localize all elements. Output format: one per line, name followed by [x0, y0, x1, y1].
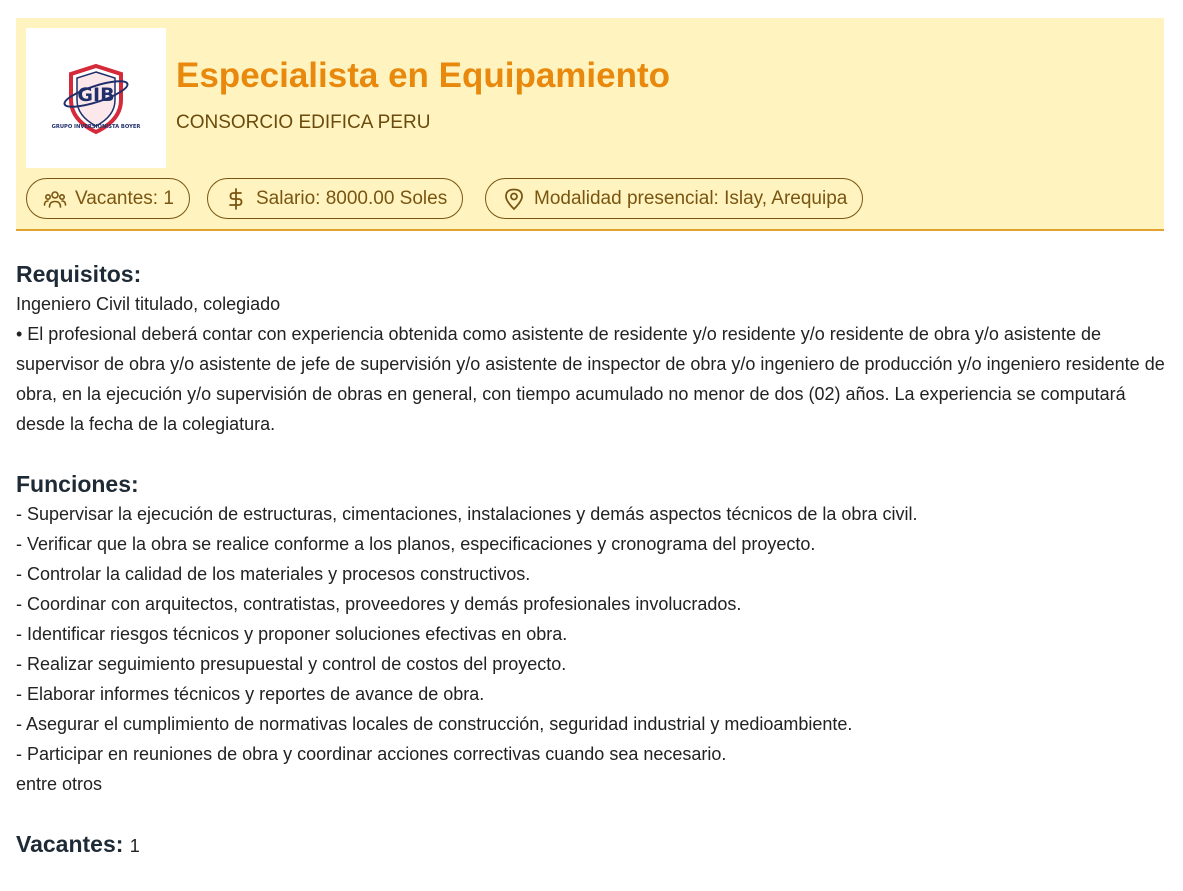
- requisitos-title: Requisitos:: [16, 261, 142, 287]
- vacantes-chip[interactable]: [26, 178, 190, 219]
- funciones-footer: entre otros: [16, 774, 103, 794]
- funciones-item: - Identificar riesgos técnicos y proponer soluciones efectivas en obra.: [16, 624, 568, 644]
- modalidad-chip-label: Modalidad presencial: Islay, Arequipa: [534, 187, 848, 209]
- gib-logo-icon: [26, 28, 166, 168]
- requisitos-line: Ingeniero Civil titulado, colegiado: [16, 294, 281, 314]
- modalidad-chip[interactable]: [485, 178, 863, 219]
- job-header: [16, 18, 1164, 231]
- funciones-item: - Participar en reuniones de obra y coordinar acciones correctivas cuando sea necesario.: [16, 744, 727, 764]
- funciones-item: - Supervisar la ejecución de estructuras, cimentaciones, instalaciones y demás aspectos técnicos de la obra civil.: [16, 504, 918, 524]
- job-title: Especialista en Equipamiento: [176, 56, 671, 95]
- vacantes-title: Vacantes:: [16, 831, 124, 857]
- svg-text:GIB: GIB: [77, 84, 115, 106]
- funciones-item: - Elaborar informes técnicos y reportes de avance de obra.: [16, 684, 485, 704]
- vacantes-value: 1: [129, 836, 140, 856]
- salario-chip[interactable]: [207, 178, 463, 219]
- funciones-item: - Realizar seguimiento presupuestal y control de costos del proyecto.: [16, 654, 567, 674]
- company-logo: [26, 28, 166, 168]
- users-icon: [43, 187, 67, 211]
- vacantes-chip-label: Vacantes: 1: [75, 187, 174, 209]
- vacantes-section: [16, 829, 1168, 861]
- company-name: CONSORCIO EDIFICA PERU: [176, 112, 431, 133]
- dollar-icon: [224, 187, 248, 211]
- salario-chip-label: Salario: 8000.00 Soles: [256, 187, 448, 209]
- job-details: [16, 259, 1168, 861]
- location-pin-icon: [502, 187, 526, 211]
- funciones-item: - Verificar que la obra se realice conforme a los planos, especificaciones y cronograma del proyecto.: [16, 534, 816, 554]
- funciones-item: - Coordinar con arquitectos, contratistas, proveedores y demás profesionales involucrados.: [16, 594, 742, 614]
- funciones-item: - Controlar la calidad de los materiales y procesos constructivos.: [16, 564, 531, 584]
- svg-text:GRUPO INVERSIONISTA BOYER: GRUPO INVERSIONISTA BOYER: [51, 124, 141, 130]
- funciones-title: Funciones:: [16, 471, 139, 497]
- requisitos-line: • El profesional deberá contar con experiencia obtenida como asistente de residente y/o residente y/o residente de obra y/o asistente de supervisor de obra y/o asistente de jefe de supervisión y/o asistente de inspector de obra y/o ingeniero de producción y/o ingeniero residente de obra, en la ejecución y/o supervisión de obras en general, con tiempo acumulado no menor de dos (02) años. La experiencia se computará desde la fecha de la colegiatura.: [16, 324, 1165, 434]
- funciones-item: - Asegurar el cumplimiento de normativas locales de construcción, seguridad industrial y medioambiente.: [16, 714, 853, 734]
